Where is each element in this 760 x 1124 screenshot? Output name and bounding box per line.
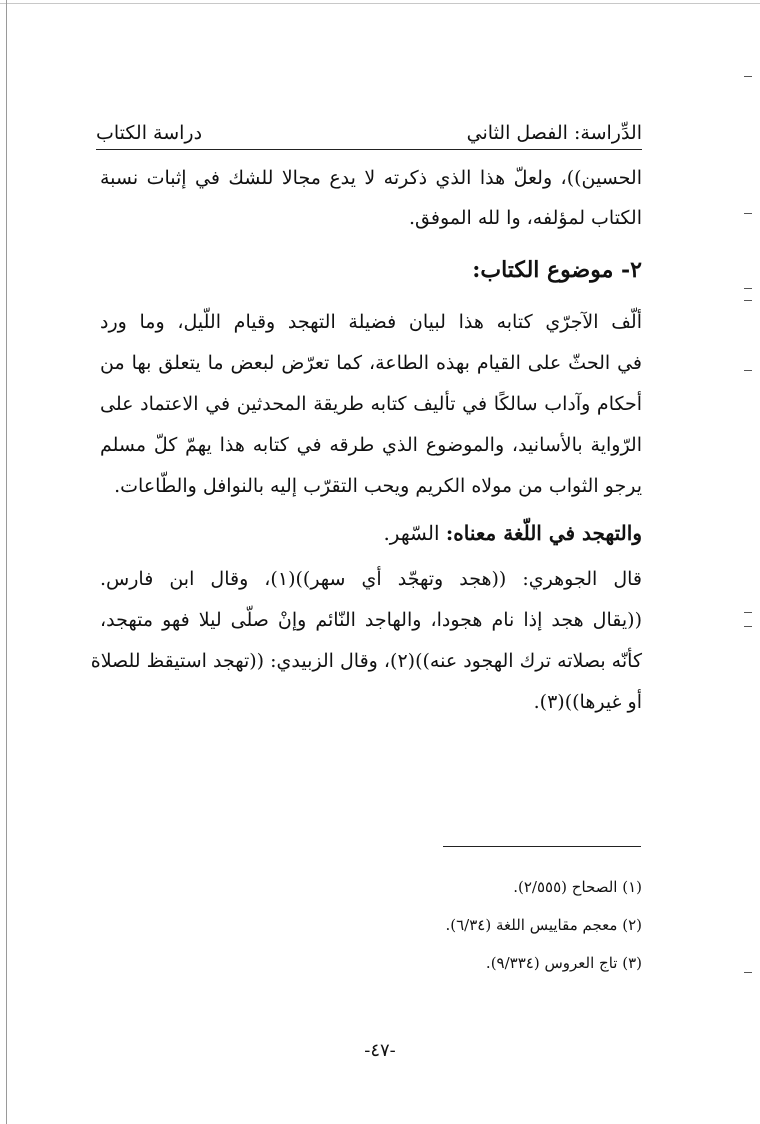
paragraph-1 xyxy=(100,158,642,238)
page-edge-left xyxy=(6,0,7,1124)
margin-mark xyxy=(744,288,752,289)
header-book-title: دراسة الكتاب xyxy=(96,122,203,144)
text-line: الكتاب لمؤلفه، وا لله الموفق. xyxy=(409,207,642,229)
text-line: الحسين))، ولعلّ هذا الذي ذكرته لا يدع مجالا للشك في إثبات نسبة xyxy=(100,167,642,189)
footnote: (٣) تاج العروس (٩/٣٣٤). xyxy=(485,954,642,972)
margin-mark xyxy=(744,972,752,973)
margin-mark xyxy=(744,612,752,613)
page-number: -٤٧- xyxy=(364,1040,396,1061)
text-line: يرجو الثواب من مولاه الكريم ويحب التقرّب إليه بالنوافل والطّاعات. xyxy=(114,475,642,497)
paragraph-2 xyxy=(100,302,642,507)
text-line: كأنّه بصلاته ترك الهجود عنه))(٢)، وقال الزبيدي: ((تهجد استيقظ للصلاة xyxy=(90,650,642,672)
subheading xyxy=(100,507,642,559)
margin-mark xyxy=(744,300,752,301)
text-line: أو غيرها))(٣). xyxy=(533,691,642,713)
main-text xyxy=(90,158,643,723)
header-rule xyxy=(96,149,642,150)
footnotes xyxy=(300,868,642,982)
footnote: (٢) معجم مقاييس اللغة (٦/٣٤). xyxy=(445,916,642,934)
margin-mark xyxy=(744,370,752,371)
paragraph-3 xyxy=(90,559,643,723)
page-edge-top xyxy=(0,3,760,4)
running-header xyxy=(96,108,642,144)
subheading-term: والتهجد في اللّغة معناه: xyxy=(445,521,642,545)
margin-mark xyxy=(744,76,752,77)
footnote: (١) الصحاح (٢/٥٥٥). xyxy=(513,878,642,896)
margin-mark xyxy=(744,213,752,214)
section-heading: ٢- موضوع الكتاب: xyxy=(472,257,642,283)
text-line: في الحثّ على القيام بهذه الطاعة، كما تعرّض لبعض ما يتعلق بها من xyxy=(100,352,642,374)
text-line: أحكام وآداب سالكًا في تأليف كتابه طريقة المحدثين في الاعتماد على xyxy=(100,393,642,415)
margin-mark xyxy=(744,626,752,627)
text-line: ألّف الآجرّي كتابه هذا لبيان فضيلة التهجد وقيام اللّيل، وما ورد xyxy=(100,311,642,333)
text-line: الرّواية بالأسانيد، والموضوع الذي طرقه في كتابه هذا يهمّ كلّ مسلم xyxy=(100,434,642,456)
header-chapter: الدِّراسة: الفصل الثاني xyxy=(466,122,642,144)
text-line: قال الجوهري: ((هجد وتهجّد أي سهر))(١)، وقال ابن فارس. xyxy=(100,568,643,590)
text-line: ((يقال هجد إذا نام هجودا، والهاجد النّائم وإنْ صلّى ليلا فهو متهجد، xyxy=(100,609,642,631)
subheading-definition: السّهر. xyxy=(383,521,446,545)
footnote-rule xyxy=(443,846,641,847)
